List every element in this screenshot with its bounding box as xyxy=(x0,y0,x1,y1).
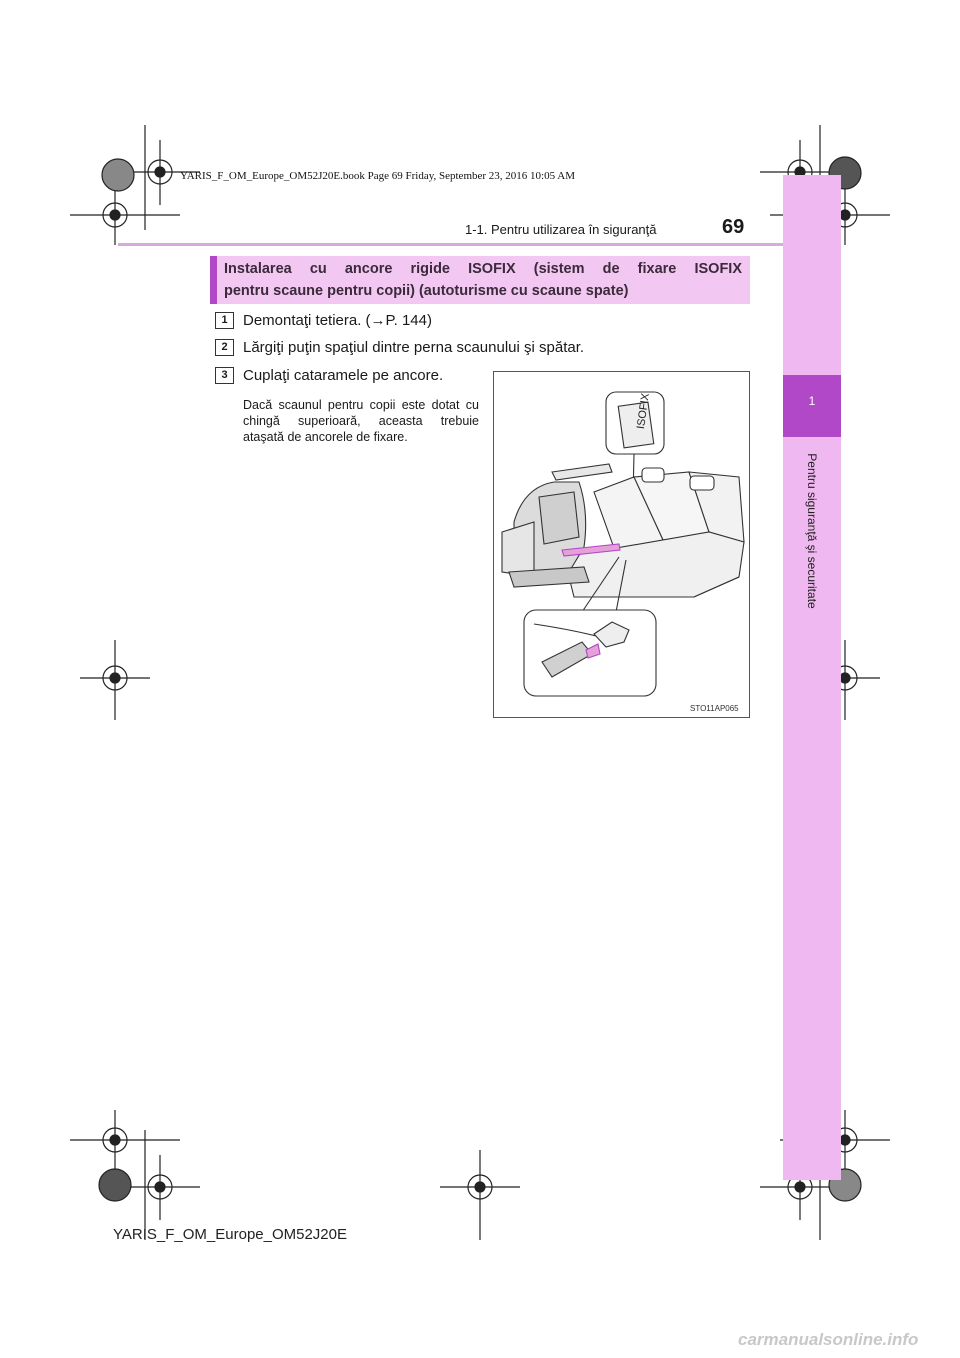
print-stamp: YARIS_F_OM_Europe_OM52J20E.book Page 69 Friday, September 23, 2016 10:05 AM xyxy=(180,170,575,182)
header-rule xyxy=(118,243,783,246)
step-number-3: 3 xyxy=(215,367,234,384)
section-title: 1-1. Pentru utilizarea în siguranţă xyxy=(465,222,657,237)
step-3-note: Dacă scaunul pentru copii este dotat cu chingă superioară, aceasta trebuie ataşată de ancorele de fixare. xyxy=(243,398,479,444)
isofix-drawing xyxy=(494,372,749,717)
watermark: carmanualsonline.info xyxy=(738,1330,919,1349)
chapter-tab xyxy=(783,175,841,1180)
step-text-1: Demontaţi tetiera. (→P. 144) xyxy=(243,312,432,329)
section-heading xyxy=(224,258,742,302)
isofix-illustration xyxy=(493,371,750,718)
heading-line-1: Instalarea cu ancore rigide ISOFIX (sistem de fixare ISOFIX xyxy=(224,261,742,277)
step-text-3: Cuplaţi cataramele pe ancore. xyxy=(243,367,444,384)
step-number-2: 2 xyxy=(215,339,234,356)
step-number-1: 1 xyxy=(215,312,234,329)
footer-book-code: YARIS_F_OM_Europe_OM52J20E xyxy=(113,1226,348,1243)
heading-line-2: pentru scaune pentru copii) (autoturisme cu scaune spate) xyxy=(224,283,629,299)
step-text-2: Lărgiţi puţin spaţiul dintre perna scaunului şi spătar. xyxy=(243,339,585,356)
chapter-title: Pentru siguranţă şi securitate xyxy=(805,453,819,609)
chapter-number: 1 xyxy=(808,394,816,408)
figure-code: STO11AP065 xyxy=(690,704,739,713)
page-number: 69 xyxy=(722,216,745,238)
isofix-callout-label: ISOFIX xyxy=(634,392,652,430)
